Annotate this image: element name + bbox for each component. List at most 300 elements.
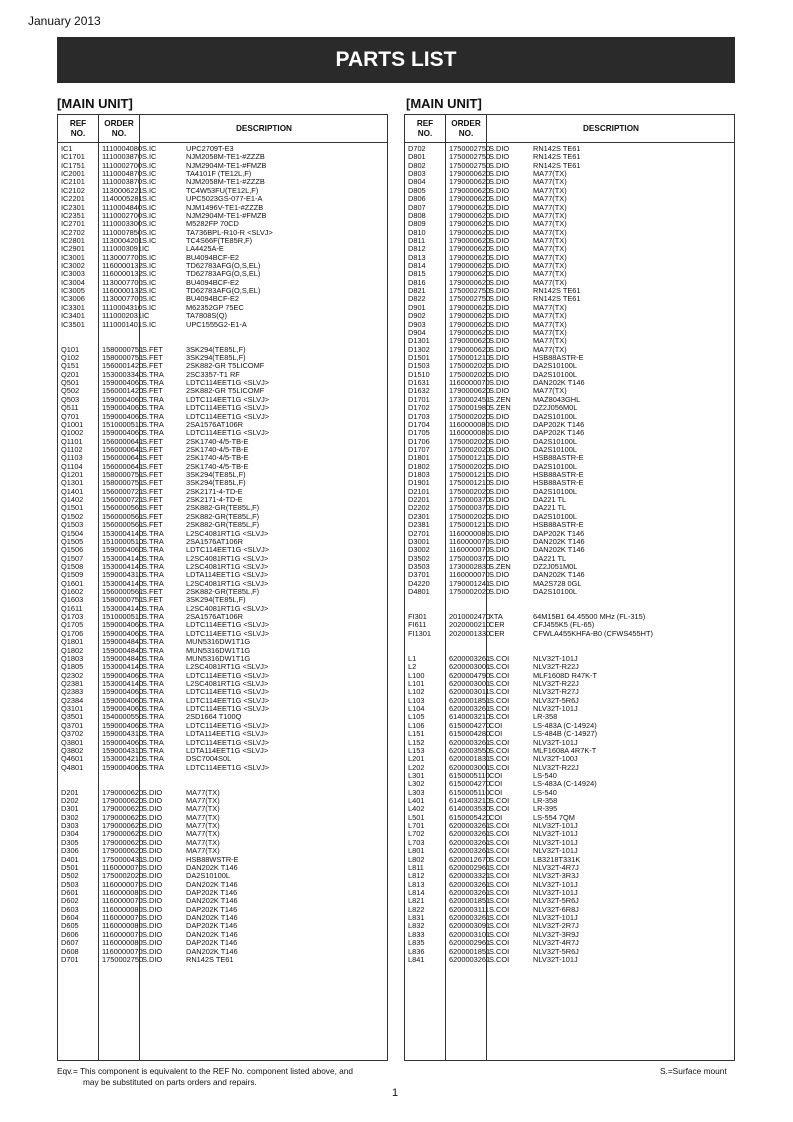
- ref-no: IC3006: [61, 294, 85, 304]
- part-type: S.IC: [142, 194, 157, 204]
- description: MA77(TX): [186, 804, 220, 814]
- order-no: 1160000070: [102, 929, 143, 939]
- ref-no: D606: [61, 929, 79, 939]
- ref-no: L1: [408, 653, 417, 663]
- description: NLV32T-100J: [533, 754, 578, 764]
- description: DAP202K T146: [186, 938, 238, 948]
- description: MA77(TX): [186, 812, 220, 822]
- description: NLV32T-2R7J: [533, 921, 579, 931]
- description: L2SC4081RT1G <SLVJ>: [186, 679, 269, 688]
- order-no: 1590004060: [102, 720, 144, 730]
- ref-no: L703: [408, 837, 425, 847]
- ref-no: D3503: [408, 561, 430, 571]
- order-no: 1590004060: [102, 737, 144, 747]
- ref-no: L821: [408, 896, 425, 906]
- description: LDTC114EET1G <SLVJ>: [186, 695, 270, 705]
- order-no: 1160000080: [102, 921, 143, 931]
- part-type: S.DIO: [489, 327, 510, 337]
- description: TA4101F (TE12L,F): [186, 169, 252, 179]
- order-no: 1560000561: [102, 511, 144, 521]
- ref-no: D201: [61, 787, 79, 797]
- col-order-header: ORDER NO.: [104, 118, 134, 138]
- part-type: CER: [489, 628, 505, 638]
- part-type: S.FET: [142, 511, 163, 521]
- description: 2SK2171-4-TD-E: [186, 486, 243, 496]
- order-no: 1790000620: [449, 185, 491, 195]
- order-no: 1590004060: [102, 687, 144, 697]
- description: MA77(TX): [533, 386, 567, 396]
- ref-no: D401: [61, 854, 79, 864]
- part-type: S.DIO: [142, 887, 163, 897]
- part-type: S.DIO: [489, 235, 510, 245]
- order-no: 6200003261: [449, 913, 491, 923]
- order-no: 1750002750: [449, 294, 491, 304]
- order-no: 1530004140: [102, 662, 144, 672]
- ref-no: L702: [408, 829, 425, 839]
- part-type: S.DIO: [142, 837, 163, 847]
- description: UPC2709T-E3: [186, 144, 234, 153]
- order-no: 1750002750: [102, 954, 144, 964]
- part-type: S.FET: [142, 361, 163, 371]
- description: HSB88ASTR-E: [533, 470, 584, 480]
- order-no: 6140003210: [449, 796, 491, 806]
- description: DAN202K T146: [186, 946, 238, 956]
- order-no: 1590004060: [102, 394, 144, 404]
- ref-no: L103: [408, 695, 425, 705]
- order-no: 6200003261: [449, 704, 491, 714]
- part-type: S.DIO: [489, 294, 510, 304]
- order-no: 1160000132: [102, 261, 143, 271]
- order-no: 1510000510: [102, 612, 144, 622]
- ref-no: IC2301: [61, 202, 85, 212]
- order-no: 6200003011: [449, 687, 490, 697]
- description: MA77(TX): [533, 194, 567, 204]
- ref-no: IC1701: [61, 152, 85, 162]
- description: DA2S10100L: [533, 587, 577, 597]
- description: LS-483A (C-14924): [533, 720, 597, 730]
- ref-no: Q1802: [61, 645, 84, 655]
- description: DZ2J056M0L: [533, 403, 578, 413]
- part-type: S.FET: [142, 595, 163, 605]
- order-no: 1790000620: [449, 235, 491, 245]
- ref-no: Q2302: [61, 670, 84, 680]
- part-type: S.COI: [489, 846, 510, 856]
- part-type: COI: [489, 787, 503, 797]
- description: LDTA114EET1G <SLVJ>: [186, 729, 269, 739]
- ref-no: D302: [61, 812, 79, 822]
- description: LDTC114EET1G <SLVJ>: [186, 428, 270, 438]
- page-title: PARTS LIST: [57, 37, 735, 83]
- part-type: S.DIO: [142, 862, 163, 872]
- part-type: S.DIO: [489, 194, 510, 204]
- order-no: 1160000070: [102, 862, 143, 872]
- part-type: S.TRA: [142, 394, 164, 404]
- description: DAN202K T146: [186, 896, 238, 906]
- description: DA2S10100L: [533, 361, 577, 371]
- description: MA77(TX): [533, 169, 567, 179]
- ref-no: Q2384: [61, 695, 84, 705]
- part-type: S.DIO: [489, 227, 510, 237]
- ref-no: L301: [408, 770, 425, 780]
- part-type: S.TRA: [142, 411, 164, 421]
- part-type: S.COI: [489, 862, 510, 872]
- description: NLV32T-101J: [533, 653, 578, 663]
- ref-no: D3701: [408, 570, 430, 580]
- description: LDTC114EET1G <SLVJ>: [186, 628, 270, 638]
- ref-no: D821: [408, 286, 426, 296]
- description: 2SK882-GR T5LICOMF: [186, 386, 265, 396]
- order-no: 1130004201: [102, 235, 143, 245]
- description: NJM2058M-TE1-#ZZZB: [186, 152, 265, 162]
- description: DA2S10100L: [533, 486, 577, 496]
- ref-no: D607: [61, 938, 79, 948]
- description: NLV32T-R22J: [533, 679, 579, 688]
- part-type: S.DIO: [142, 787, 163, 797]
- part-type: S.IC: [142, 144, 157, 153]
- col-ref-header: REF NO.: [416, 118, 434, 138]
- description: UPC1555G2-E1-A: [186, 319, 247, 329]
- order-no: 1160000080: [102, 904, 143, 914]
- part-type: S.DIO: [489, 261, 510, 271]
- part-type: S.DIO: [489, 578, 510, 588]
- description: LB3218T331K: [533, 854, 581, 864]
- part-type: S.TRA: [142, 620, 164, 630]
- ref-no: D2101: [408, 486, 430, 496]
- order-no: 1160000070: [102, 913, 143, 923]
- description: MA77(TX): [533, 311, 567, 321]
- part-type: S.IC: [142, 210, 157, 220]
- part-type: S.TRA: [142, 712, 164, 722]
- order-no: 6200003001: [449, 762, 491, 772]
- ref-no: IC2801: [61, 235, 85, 245]
- part-type: S.DIO: [489, 160, 510, 170]
- description: CFJ455K5 (FL-65): [533, 620, 595, 630]
- order-no: 1790000620: [449, 327, 491, 337]
- part-type: S.DIO: [489, 269, 510, 279]
- order-no: 1560000721: [102, 495, 144, 505]
- part-type: S.COI: [489, 704, 510, 714]
- part-type: S.TRA: [142, 528, 164, 538]
- part-type: S.TRA: [142, 653, 164, 663]
- order-no: 6200001851: [449, 946, 491, 956]
- table-row: [405, 956, 734, 964]
- ref-no: IC2351: [61, 210, 85, 220]
- order-no: 1730002451: [449, 394, 491, 404]
- ref-no: FI611: [408, 620, 427, 630]
- order-no: 1110004840: [102, 202, 143, 212]
- description: RN142S TE61: [533, 144, 581, 153]
- ref-no: Q1805: [61, 662, 84, 672]
- description: CFWLA455KHFA-B0 (CFWS455HT): [533, 628, 653, 638]
- part-type: S.FET: [142, 344, 163, 354]
- part-type: COI: [489, 729, 503, 739]
- ref-no: Q3701: [61, 720, 84, 730]
- description: L2SC4081RT1G <SLVJ>: [186, 603, 269, 613]
- parts-table-right: [404, 114, 735, 1061]
- description: DAN202K T146: [186, 879, 238, 889]
- description: NLV32T-101J: [533, 829, 578, 839]
- ref-no: D814: [408, 261, 426, 271]
- ref-no: Q1301: [61, 478, 84, 488]
- order-no: 1790000620: [102, 846, 144, 856]
- order-no: 1750002750: [449, 160, 491, 170]
- part-type: S.FET: [142, 444, 163, 454]
- description: 3SK294(TE85L,F): [186, 352, 246, 362]
- part-type: S.DIO: [489, 344, 510, 354]
- description: MAZ8043GHL: [533, 394, 581, 404]
- description: DA221 TL: [533, 503, 567, 513]
- description: NLV32T-5R6J: [533, 695, 579, 705]
- order-no: 1590004060: [102, 762, 144, 772]
- order-no: 1110001401: [102, 319, 143, 329]
- ref-no: IC3003: [61, 269, 85, 279]
- order-no: 1750000431: [102, 854, 144, 864]
- order-no: 1790000620: [102, 829, 144, 839]
- ref-no: IC3501: [61, 319, 85, 329]
- description: L2SC4081RT1G <SLVJ>: [186, 528, 269, 538]
- description: LS-540: [533, 787, 557, 797]
- description: MA77(TX): [533, 336, 567, 346]
- ref-no: L802: [408, 854, 425, 864]
- description: DAP202K T146: [186, 904, 238, 914]
- part-type: S.DIO: [142, 913, 163, 923]
- part-type: S.COI: [489, 921, 510, 931]
- part-type: S.DIO: [489, 486, 510, 496]
- order-no: 6200003111: [449, 904, 490, 914]
- description: MA77(TX): [186, 787, 220, 797]
- ref-no: Q1508: [61, 561, 84, 571]
- ref-no: D1802: [408, 461, 430, 471]
- part-type: S.DIO: [489, 411, 510, 421]
- order-no: 1750002020: [449, 436, 491, 446]
- order-no: 1110003870: [102, 177, 143, 187]
- section-title-left: [MAIN UNIT]: [57, 96, 133, 111]
- part-type: S.COI: [489, 871, 510, 881]
- part-type: S.DIO: [489, 144, 510, 153]
- description: MA77(TX): [186, 837, 220, 847]
- ref-no: D1901: [408, 478, 430, 488]
- order-no: 1580000751: [102, 595, 144, 605]
- ref-no: D904: [408, 327, 426, 337]
- ref-no: Q1503: [61, 520, 84, 530]
- part-type: S.TRA: [142, 720, 164, 730]
- part-type: S.DIO: [489, 453, 510, 463]
- ref-no: Q1705: [61, 620, 84, 630]
- ref-no: Q4801: [61, 762, 84, 772]
- description: DA2S10100L: [533, 369, 577, 379]
- ref-no: D502: [61, 871, 79, 881]
- order-no: 1790001241: [449, 578, 491, 588]
- part-type: S.TRA: [142, 762, 164, 772]
- ref-no: D4801: [408, 587, 430, 597]
- ref-no: IC3005: [61, 286, 85, 296]
- order-no: 2010002470: [449, 612, 491, 622]
- part-type: S.COI: [489, 670, 510, 680]
- ref-no: D2381: [408, 520, 430, 530]
- description: LDTC114EET1G <SLVJ>: [186, 620, 270, 630]
- part-type: S.DIO: [142, 896, 163, 906]
- description: 2SK882-GR(TE85L,F): [186, 511, 260, 521]
- description: 2SK1740-4/5-TB-E: [186, 453, 249, 463]
- description: MA77(TX): [533, 277, 567, 287]
- part-type: S.TRA: [142, 754, 164, 764]
- description: LDTA114EET1G <SLVJ>: [186, 570, 269, 580]
- part-type: S.DIO: [489, 436, 510, 446]
- page-number: 1: [392, 1087, 399, 1099]
- part-type: COI: [489, 779, 503, 789]
- order-no: 1750002750: [449, 144, 491, 153]
- description: DAN202K T146: [533, 570, 585, 580]
- description: LS-540: [533, 770, 557, 780]
- description: DAN202K T146: [533, 378, 585, 388]
- part-type: S.ZEN: [489, 561, 511, 571]
- order-no: 6150005110: [449, 770, 490, 780]
- description: RN142S TE61: [533, 152, 581, 162]
- description: NLV32T-R22J: [533, 662, 579, 672]
- part-type: S.IC: [142, 160, 157, 170]
- ref-no: D303: [61, 821, 79, 831]
- order-no: 1590004060: [102, 695, 144, 705]
- part-type: S.TRA: [142, 545, 164, 555]
- part-type: S.DIO: [489, 495, 510, 505]
- description: NJM1496V-TE1-#ZZZB: [186, 202, 264, 212]
- ref-no: IC2001: [61, 169, 85, 179]
- description: NLV32T-3R9J: [533, 929, 579, 939]
- ref-no: D803: [408, 169, 426, 179]
- ref-no: D1705: [408, 428, 430, 438]
- ref-no: IC1: [61, 144, 73, 153]
- description: 3SK294(TE85L,F): [186, 478, 246, 488]
- description: 2SK1740-4/5-TB-E: [186, 461, 249, 471]
- part-type: S.COI: [489, 737, 510, 747]
- description: LDTC114EET1G <SLVJ>: [186, 687, 270, 697]
- description: 2SA1576AT106R: [186, 612, 243, 622]
- part-type: S.COI: [489, 653, 510, 663]
- description: 2SK882-GR(TE85L,F): [186, 520, 260, 530]
- part-type: S.IC: [142, 177, 157, 187]
- part-type: S.TRA: [142, 403, 164, 413]
- ref-no: Q1506: [61, 545, 84, 555]
- description: DAP202K T146: [186, 887, 238, 897]
- ref-no: Q3501: [61, 712, 84, 722]
- ref-no: D1707: [408, 444, 430, 454]
- table-row-spacer: [58, 772, 387, 780]
- part-type: S.IC: [142, 286, 157, 296]
- ref-no: Q1504: [61, 528, 84, 538]
- part-type: S.DIO: [489, 252, 510, 262]
- part-type: S.DIO: [489, 369, 510, 379]
- ref-no: D1501: [408, 352, 430, 362]
- ref-no: D901: [408, 302, 426, 312]
- description: NLV32T-5R6J: [533, 896, 579, 906]
- description: MA77(TX): [533, 185, 567, 195]
- part-type: S.COI: [489, 887, 510, 897]
- part-type: S.DIO: [489, 319, 510, 329]
- ref-no: D2301: [408, 511, 430, 521]
- order-no: 6200003261: [449, 829, 491, 839]
- ref-no: Q1601: [61, 578, 84, 588]
- description: LR-395: [533, 804, 558, 814]
- order-no: 1750002020: [449, 587, 491, 597]
- ref-no: D822: [408, 294, 426, 304]
- order-no: 1160000070: [102, 896, 143, 906]
- order-no: 1750000370: [449, 503, 491, 513]
- order-no: 1590004310: [102, 745, 144, 755]
- order-no: 1750000370: [449, 495, 491, 505]
- table-row: [405, 630, 734, 638]
- order-no: 1750002020: [449, 444, 491, 454]
- part-type: S.DIO: [142, 954, 163, 964]
- part-type: S.DIO: [142, 846, 163, 856]
- part-type: S.IC: [142, 202, 157, 212]
- part-type: S.IC: [142, 269, 157, 279]
- ref-no: Q1801: [61, 637, 84, 647]
- order-no: 1510000510: [102, 419, 144, 429]
- order-no: 1790000620: [449, 336, 491, 346]
- description: NLV32T-101J: [533, 846, 578, 856]
- order-no: 1560001420: [102, 386, 144, 396]
- footnote-line-2: may be substituted on parts orders and repairs.: [83, 1077, 257, 1087]
- part-type: S.DIO: [489, 570, 510, 580]
- description: 2SK2171-4-TD-E: [186, 495, 243, 505]
- order-no: 1130007700: [102, 294, 143, 304]
- part-type: S.DIO: [489, 470, 510, 480]
- description: DA2S10100L: [533, 444, 577, 454]
- part-type: S.COI: [489, 804, 510, 814]
- ref-no: IC2901: [61, 244, 85, 254]
- order-no: 1160000132: [102, 286, 143, 296]
- description: MA77(TX): [533, 244, 567, 254]
- order-no: 1790000620: [102, 821, 144, 831]
- order-no: 1560000561: [102, 520, 144, 530]
- part-type: S.TRA: [142, 637, 164, 647]
- part-type: S.TRA: [142, 419, 164, 429]
- ref-no: D2202: [408, 503, 430, 513]
- order-no: 1590004060: [102, 704, 144, 714]
- table-header: [405, 115, 734, 143]
- part-type: XTA: [489, 612, 503, 622]
- order-no: 1560000641: [102, 436, 144, 446]
- description: BU4094BCF-E2: [186, 252, 239, 262]
- order-no: 1560000641: [102, 461, 144, 471]
- part-type: S.TRA: [142, 578, 164, 588]
- ref-no: Q511: [61, 403, 79, 413]
- ref-no: D3502: [408, 553, 430, 563]
- ref-no: IC3301: [61, 302, 85, 312]
- order-no: 6200002961: [449, 938, 491, 948]
- order-no: 1590004840: [102, 645, 144, 655]
- ref-no: Q3801: [61, 737, 84, 747]
- ref-no: L105: [408, 712, 425, 722]
- order-no: 1750002020: [449, 369, 491, 379]
- part-type: S.DIO: [489, 528, 510, 538]
- ref-no: L401: [408, 796, 425, 806]
- part-type: S.TRA: [142, 695, 164, 705]
- ref-no: L835: [408, 938, 425, 948]
- table-row: [58, 321, 387, 329]
- order-no: 1530004140: [102, 553, 144, 563]
- order-no: 1790000620: [449, 277, 491, 287]
- part-type: S.COI: [489, 762, 510, 772]
- order-no: 1530004210: [102, 754, 144, 764]
- description: DAN202K T146: [186, 929, 238, 939]
- description: MUN5316DW1T1G: [186, 645, 251, 655]
- ref-no: D1701: [408, 394, 430, 404]
- part-type: S.DIO: [489, 185, 510, 195]
- ref-no: Q1001: [61, 419, 84, 429]
- part-type: S.DIO: [489, 286, 510, 296]
- order-no: 6140003530: [449, 804, 491, 814]
